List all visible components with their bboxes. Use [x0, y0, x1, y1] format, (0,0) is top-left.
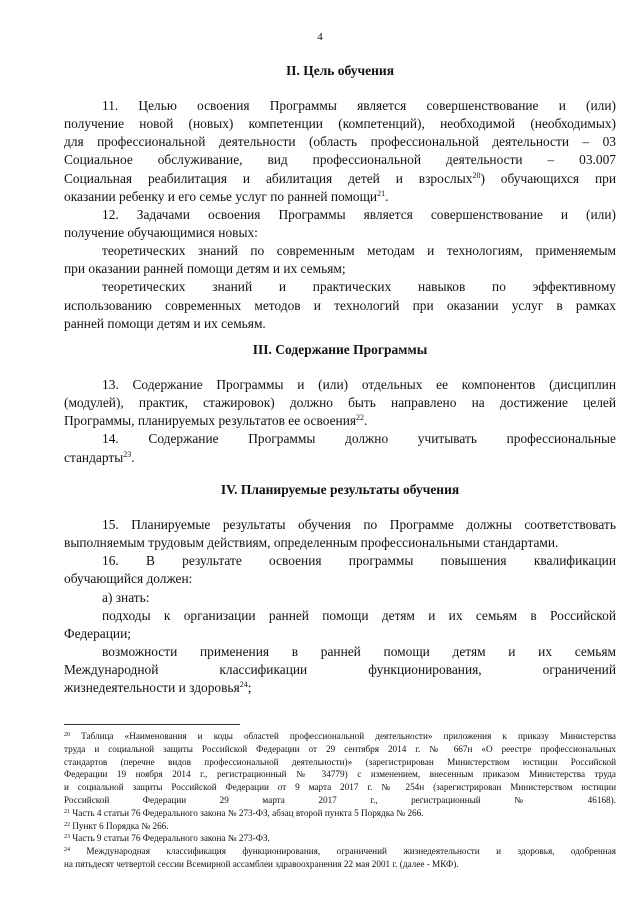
list-item-line: ранней помощи детям и их семьям.	[64, 315, 266, 331]
paragraph-11-line: 11. Целью освоения Программы является совершенствование и (или)	[102, 98, 616, 113]
footnotes	[64, 730, 616, 871]
list-item-line: при оказании ранней помощи детям и их семьям;	[64, 261, 346, 277]
footnote-line: Федерации 19 ноября 2014 г., регистрационный № 34779) с изменением, внесенным приказом Министерства труда	[64, 769, 616, 780]
footnote-line: Российской Федерации 29 марта 2017 г., регистрационный № 46168).	[64, 794, 616, 805]
footnote-line: на пятьдесят четвертой сессии Всемирной ассамблеи здравоохранения 22 мая 2001 г. (далее - МКФ).	[64, 858, 459, 869]
paragraph-15-line: выполняемым трудовым действиям, определенным профессиональными стандартами.	[64, 535, 559, 551]
paragraph-16-line: обучающийся должен:	[64, 571, 193, 587]
footnote-line: труда и социальной защиты Российской Федерации от 29 сентября 2014 г. № 667н «О реестре профессиональных	[64, 743, 616, 754]
footnote-separator	[64, 724, 240, 725]
list-item-line: жизнедеятельности и здоровья$^{24}$;	[64, 680, 252, 696]
list-item-line: теоретических знаний и практических навыков по эффективному	[102, 279, 616, 295]
footnote-line: $^{21}$ Часть 4 статьи 76 Федерального закона № 273-ФЗ, абзац второй пункта 5 Порядка № 266.	[64, 807, 424, 818]
section-heading-3: III. Содержание Программы	[252, 342, 428, 357]
paragraph-12-line: 12. Задачами освоения Программы является совершенствование и (или)	[102, 206, 616, 222]
paragraph-11-line: Социальное обслуживание, вид профессиональной деятельности – 03.007	[64, 152, 616, 168]
paragraph-13-line: (модулей), практик, стажировок) должно быть направлено на достижение целей	[64, 395, 616, 411]
list-item-line: подходы к организации ранней помощи детям и их семьям в Российской	[102, 607, 616, 623]
paragraph-14-line: 14. Содержание Программы должно учитывать профессиональные	[102, 431, 616, 447]
footnote-line: стандартов (перечне видов профессиональной деятельности)» (зарегистрирован Министерством юстиции Российской	[64, 756, 616, 767]
list-item-line: а) знать:	[102, 589, 150, 605]
footnote-line: $^{24}$ Международная классификация функционирования, ограничений жизнедеятельности и здоровья, одобренная	[64, 846, 616, 857]
paragraph-13-line: Программы, планируемых результатов ее освоения$^{22}$.	[64, 413, 368, 429]
footnote-ref: 22	[356, 413, 365, 423]
list-item-line: возможности применения в ранней помощи детям и их семьям	[102, 643, 616, 659]
paragraph-12-line: получение обучающимися новых:	[64, 224, 258, 240]
paragraph-14-line: стандарты$^{23}$.	[64, 449, 135, 465]
section-heading-2: II. Цель обучения	[285, 63, 395, 78]
section-4-body	[64, 516, 616, 697]
page-number: 4	[317, 31, 323, 43]
list-item-line: Международной классификации функционирования, ограничений	[64, 662, 616, 678]
list-item-line: использованию современных методов и технологий при оказании услуг в рамках	[64, 297, 616, 313]
paragraph-13-line: 13. Содержание Программы и (или) отдельных ее компонентов (дисциплин	[102, 377, 616, 392]
paragraph-11-line: для профессиональной деятельности (область профессиональной деятельности – 03	[64, 134, 616, 150]
paragraph-11-line: получение новой (новых) компетенции (компетенций), необходимой (необходимых)	[64, 116, 616, 132]
list-item-line: теоретических знаний по современным методам и технологиям, применяемым	[102, 243, 616, 259]
footnote-ref: 20	[472, 170, 481, 180]
section-2-body	[64, 97, 616, 333]
list-item-line: Федерации;	[64, 625, 131, 641]
section-heading-4: IV. Планируемые результаты обучения	[220, 482, 460, 497]
footnote-ref: 21	[377, 188, 386, 198]
footnote-line: $^{22}$ Пункт 6 Порядка № 266.	[64, 820, 169, 831]
footnote-line: $^{20}$ Таблица «Наименования и коды областей профессиональной деятельности» приложения к приказу Министерства	[64, 731, 616, 741]
footnote-ref: 24	[239, 680, 248, 690]
paragraph-11-line: Социальная реабилитация и абилитация детей и взрослых$^{20}$) обучающихся при	[64, 170, 616, 186]
footnote-ref: 23	[123, 449, 132, 459]
paragraph-16-line: 16. В результате освоения программы повышения квалификации	[102, 553, 616, 569]
paragraph-15-line: 15. Планируемые результаты обучения по Программе должны соответствовать	[102, 517, 616, 532]
footnote-line: $^{23}$ Часть 9 статьи 76 Федерального закона № 273-ФЗ.	[64, 833, 270, 844]
paragraph-11-line: оказании ребенку и его семье услуг по ранней помощи$^{21}$.	[64, 188, 389, 204]
section-3-body	[64, 376, 616, 467]
footnote-line: и социальной защиты Российской Федерации от 9 марта 2017 г. № 254н (зарегистрирован Министерством юстиции	[64, 782, 616, 793]
